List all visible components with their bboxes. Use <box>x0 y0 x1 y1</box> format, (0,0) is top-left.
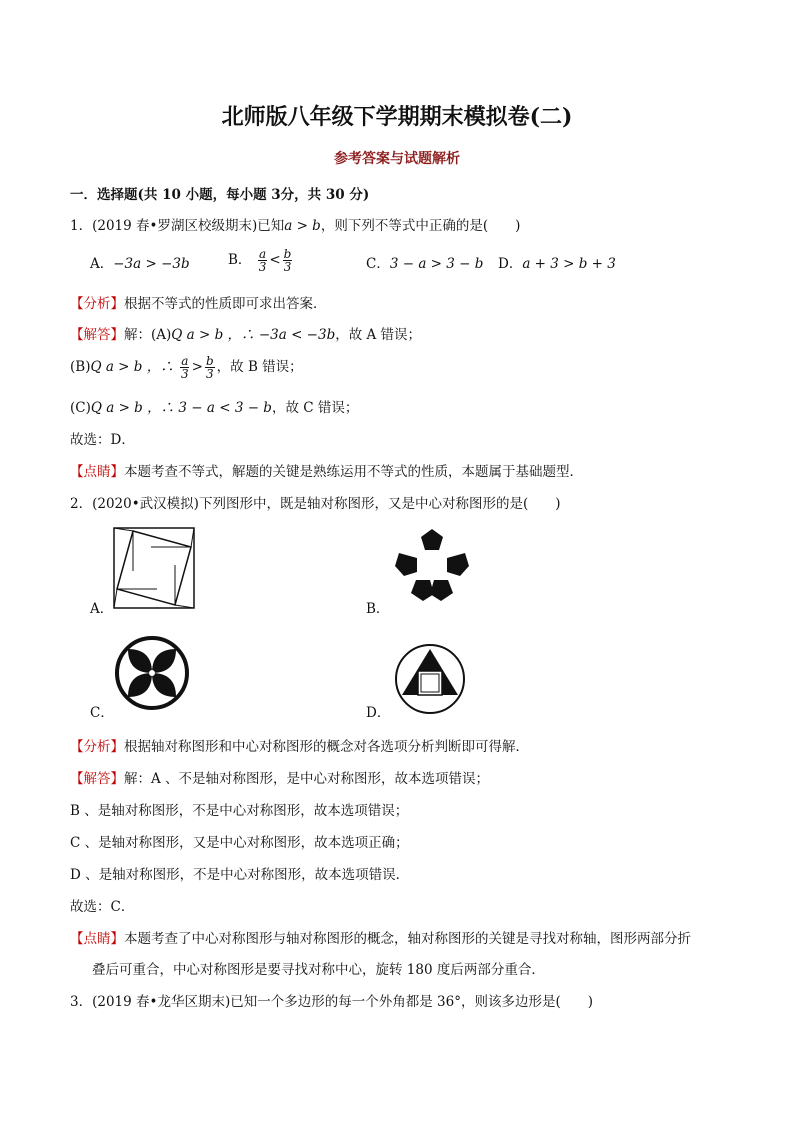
answer-frac1 <box>180 355 190 380</box>
frac-denominator: 3 <box>205 367 214 381</box>
q2-answer-line2: B 、是轴对称图形，不是中心对称图形，故本选项错误； <box>70 803 409 819</box>
answer-text: (C) <box>70 400 91 416</box>
answer-tag: 【解答】 <box>70 771 124 787</box>
answer-text: (B) <box>70 359 91 375</box>
q1-choice: 故选：D． <box>70 432 135 448</box>
q1-option-a-text: −3a > −3b <box>113 256 190 272</box>
q2-label-b: B． <box>366 601 390 617</box>
answer-frac2 <box>205 355 215 380</box>
q1-stem-prefix: 1．(2019 春•罗湖区校级期末)已知 <box>70 218 285 234</box>
q2-figure-a <box>113 527 195 609</box>
q1-option-c-label: C． <box>366 256 390 272</box>
frac-numerator: b <box>283 247 292 261</box>
q1-option-b-relation: < <box>269 252 281 268</box>
q1-option-d <box>498 255 616 273</box>
q1-option-c <box>366 255 483 273</box>
q2-answer-line3: C 、是轴对称图形，又是中心对称图形，故本选项正确； <box>70 835 409 851</box>
page-title: 北师版八年级下学期期末模拟卷(二) <box>221 104 573 130</box>
q1-option-c-text: 3 − a > 3 − b <box>389 256 484 272</box>
q2-label-d: D． <box>366 705 391 721</box>
q1-option-b-label: B． <box>228 252 252 268</box>
analysis-tag: 【分析】 <box>70 296 124 312</box>
q2-label-a: A． <box>90 601 114 617</box>
frac-denominator: 3 <box>258 260 267 274</box>
q2-comment-line1 <box>70 930 691 948</box>
frac-denominator: 3 <box>181 367 189 381</box>
q2-answer-line4: D 、是轴对称图形，不是中心对称图形，故本选项错误． <box>70 867 410 883</box>
analysis-tag: 【分析】 <box>70 739 124 755</box>
frac-numerator: b <box>205 354 214 368</box>
q2-choice: 故选：C． <box>70 899 135 915</box>
q1-option-d-label: D． <box>498 256 523 272</box>
answer-text: ，故 A 错误； <box>335 327 422 343</box>
frac-numerator: a <box>181 354 189 368</box>
answer-math: Q a > b ，∴ <box>90 359 174 375</box>
comment-tag: 【点睛】 <box>70 464 124 480</box>
q2-answer-line1 <box>70 770 489 788</box>
comment-text: 本题考查不等式，解题的关键是熟练运用不等式的性质，本题属于基础题型． <box>124 464 583 480</box>
answer-math: Q a > b ，∴ −3a < −3b <box>171 327 336 343</box>
frac-denominator: 3 <box>283 260 292 274</box>
answer-text: ，故 C 错误； <box>271 400 359 416</box>
q1-answer-line2 <box>70 355 303 380</box>
q1-stem <box>70 217 520 235</box>
q1-option-d-text: a + 3 > b + 3 <box>522 256 616 272</box>
q2-figure-b <box>392 527 472 605</box>
q1-option-a-label: A． <box>90 256 114 272</box>
q1-stem-condition: a > b <box>284 218 321 234</box>
page-subtitle: 参考答案与试题解析 <box>334 151 460 167</box>
q2-label-c: C． <box>90 705 114 721</box>
q1-option-a <box>90 255 190 273</box>
q3-stem: 3．(2019 春•龙华区期末)已知一个多边形的每一个外角都是 36°，则该多边形是( ) <box>70 994 593 1010</box>
comment-text: 本题考查了中心对称图形与轴对称图形的概念，轴对称图形的关键是寻找对称轴，图形两部分折 <box>124 931 691 947</box>
q2-stem: 2．(2020•武汉模拟)下列图形中，既是轴对称图形，又是中心对称图形的是( ) <box>70 496 561 512</box>
q1-option-b-frac2 <box>283 248 293 273</box>
comment-tag: 【点睛】 <box>70 931 124 947</box>
q2-figure-c <box>114 635 190 711</box>
analysis-text: 根据不等式的性质即可求出答案． <box>124 296 327 312</box>
answer-tag: 【解答】 <box>70 327 124 343</box>
q1-answer-line3 <box>70 399 358 417</box>
answer-text: 解：A 、不是轴对称图形，是中心对称图形，故本选项错误； <box>124 771 490 787</box>
q2-comment-line2: 叠后可重合，中心对称图形是要寻找对称中心，旋转 180 度后两部分重合． <box>92 962 545 978</box>
q2-figure-d <box>394 643 466 715</box>
frac-numerator: a <box>258 247 267 261</box>
q2-analysis <box>70 738 529 756</box>
section-heading: 一．选择题(共 10 小题，每小题 3分，共 30 分) <box>70 187 370 203</box>
answer-text: 解：(A) <box>124 327 172 343</box>
q1-comment <box>70 463 583 481</box>
q1-option-b-frac1 <box>258 248 268 273</box>
analysis-text: 根据轴对称图形和中心对称图形的概念对各选项分析判断即可得解． <box>124 739 529 755</box>
answer-math: Q a > b ，∴ 3 − a < 3 − b <box>90 400 272 416</box>
answer-text: ，故 B 错误； <box>216 359 303 375</box>
q1-answer-line1 <box>70 326 421 344</box>
q1-stem-suffix: ，则下列不等式中正确的是( ) <box>320 218 521 234</box>
q1-option-b <box>228 248 294 273</box>
q1-analysis <box>70 295 327 313</box>
answer-relation: > <box>191 359 203 375</box>
